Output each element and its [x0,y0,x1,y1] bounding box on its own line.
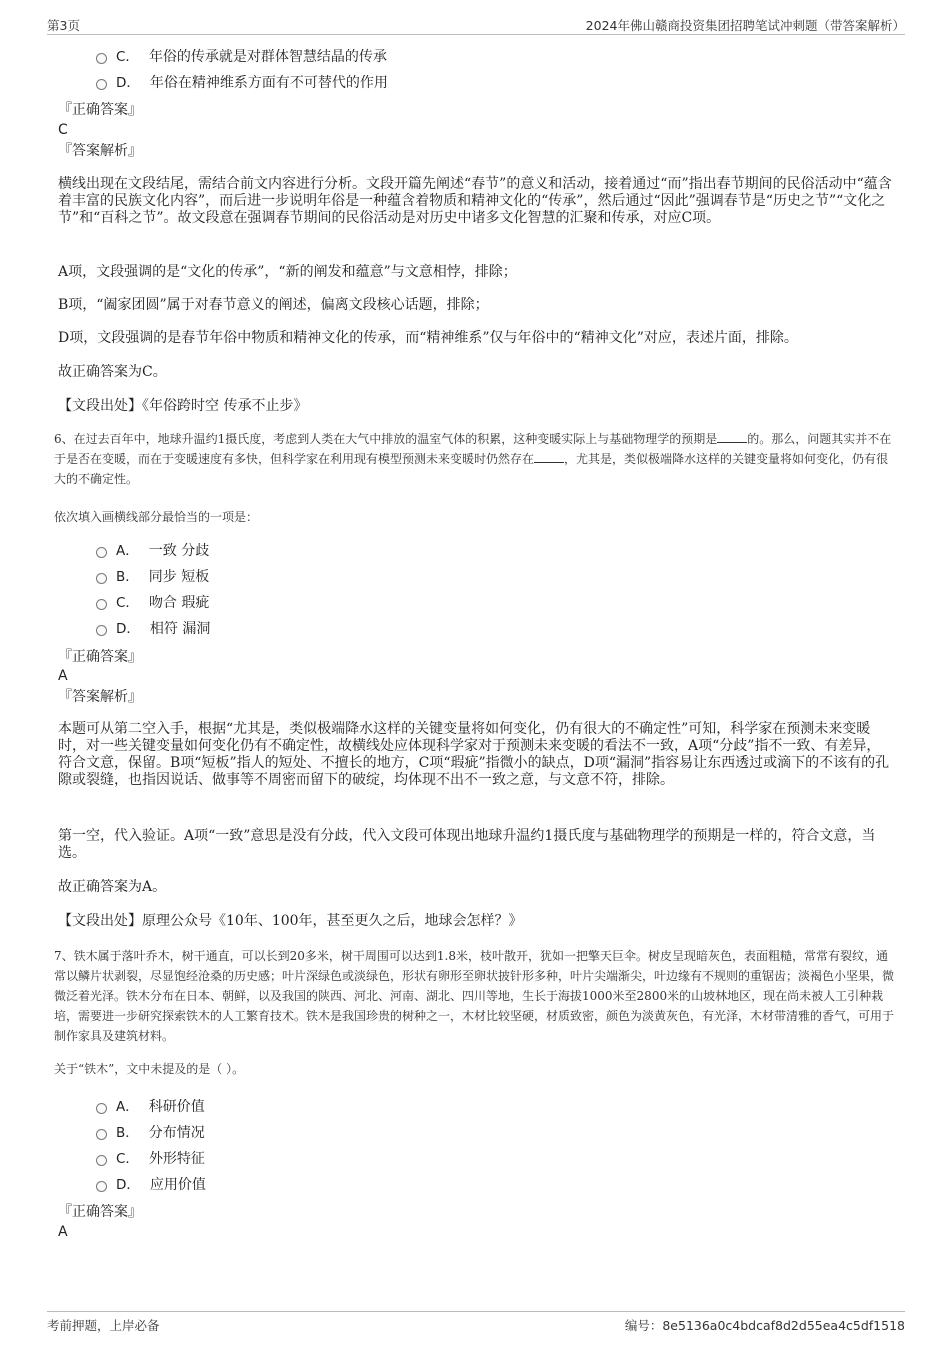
q6-prompt: 依次填入画横线部分最恰当的一项是： [54,510,259,524]
q5-option-c[interactable]: C． 年俗的传承就是对群体智慧结晶的传承 [96,48,387,66]
page-footer [47,1311,905,1336]
q6-option-d[interactable]: D． 相符 漏洞 [96,620,210,638]
q5-analysis-b: B项，“阖家团圆”属于对春节意义的阐述，偏离文段核心话题，排除； [58,297,489,313]
radio-icon[interactable] [96,1155,107,1166]
q7-answer-label: 『正确答案』 [58,1204,142,1220]
q6-analysis-main: 本题可从第二空入手，根据“尤其是，类似极端降水这样的关键变量将如何变化，仍有很大的不确定性”可知，科学家在预测未来变暖时，对一些关键变量如何变化仍有不确定性，故横线处应体现科学家对于预测未来变暖的看法不一致，A项“分歧”指不一致、有差异，符合文意，保留。B项“短板”指人的短处、不擅长的地方，C项“瑕疵”指微小的缺点，D项“漏洞”指容易让东西透过或滴下的不该有的孔隙或裂缝，也指因说话、做事等不周密而留下的破绽，均体现不出不一致之意，与文意不符，排除。 [58,721,890,788]
blank-line [534,450,564,463]
radio-icon[interactable] [96,1103,107,1114]
q6-option-b[interactable]: B． 同步 短板 [96,568,209,586]
q7-answer: A [58,1224,68,1240]
radio-icon[interactable] [96,599,107,610]
q5-analysis-main: 横线出现在文段结尾，需结合前文内容进行分析。文段开篇先阐述“春节”的意义和活动，接着通过“而”指出春节期间的民俗活动中“蕴含着丰富的民族文化内容”，而后进一步说明年俗是一种蕴含着物质和精神文化的“传承”，然后通过“因此”强调春节是“历史之节”“文化之节”和“百科之节”。故文段意在强调春节期间的民俗活动是对历史中诸多文化智慧的汇聚和传承，对应C项。 [58,176,892,226]
q6-option-a[interactable]: A． 一致 分歧 [96,542,209,560]
radio-icon[interactable] [96,573,107,584]
radio-icon[interactable] [96,1181,107,1192]
q6-stem: 6、在过去百年中，地球升温约1摄氏度，考虑到人类在大气中排放的温室气体的积累，这种变暖实际上与基础物理学的预期是 的。那么，问题其实并不在于是否在变暖，而在于变暖速度有多快，但科学家在利用现有模型预测未来变暖时仍然存在 ，尤其是，类似极端降水这样的关键变量将如何变化，仍有很大的不确定性。 [54,432,892,486]
q5-analysis-label: 『答案解析』 [58,143,142,159]
q6-source: 【文段出处】原理公众号《10年、100年，甚至更久之后，地球会怎样？》 [58,913,523,929]
q5-answer-label: 『正确答案』 [58,102,142,118]
document-code: 编号：8e5136a0c4bdcaf8d2d55ea4c5df1518 [624,1318,905,1333]
q7-prompt: 关于“铁木”，文中未提及的是（ ）。 [54,1062,245,1076]
q5-analysis-d: D项，文段强调的是春节年俗中物质和精神文化的传承，而“精神维系”仅与年俗中的“精神文化”对应，表述片面，排除。 [58,330,798,346]
q5-option-d[interactable]: D． 年俗在精神维系方面有不可替代的作用 [96,74,388,92]
radio-icon[interactable] [96,1129,107,1140]
q7-option-c[interactable]: C． 外形特征 [96,1150,205,1168]
q5-answer: C [58,122,68,138]
page-header [47,14,905,35]
blank-line [717,430,747,443]
q6-option-c[interactable]: C． 吻合 瑕疵 [96,594,209,612]
q5-source: 【文段出处】《年俗跨时空 传承不止步》 [58,398,308,414]
q7-option-d[interactable]: D． 应用价值 [96,1176,206,1194]
q6-answer-label: 『正确答案』 [58,649,142,665]
q7-option-a[interactable]: A． 科研价值 [96,1098,205,1116]
radio-icon[interactable] [96,79,107,90]
radio-icon[interactable] [96,547,107,558]
radio-icon[interactable] [96,53,107,64]
q7-stem: 7、铁木属于落叶乔木，树干通直，可以长到20多米，树干周围可以达到1.8米，枝叶散开，犹如一把擎天巨伞。树皮呈现暗灰色，表面粗糙，常常有裂纹，通常以鳞片状剥裂，尽显饱经沧桑的历史感；叶片深绿色或淡绿色，形状有卵形至卵状披针形多种，叶片尖端渐尖，叶边缘有不规则的重锯齿；淡褐色小坚果，微微泛着光泽。铁木分布在日本、朝鲜，以及我国的陕西、河北、河南、湖北、四川等地，生长于海拔1000米至2800米的山坡林地区，现在尚未被人工引种栽培，需要进一步研究探索铁木的人工繁育技术。铁木是我国珍贵的树种之一，木材比较坚硬，材质致密，颜色为淡黄灰色，有光泽，木材带清雅的香气，可用于制作家具及建筑材料。 [54,949,895,1043]
q5-analysis-a: A项，文段强调的是“文化的传承”，“新的阐发和蕴意”与文意相悖，排除； [58,264,517,280]
footer-slogan: 考前押题，上岸必备 [47,1318,160,1333]
q7-option-b[interactable]: B． 分布情况 [96,1124,205,1142]
radio-icon[interactable] [96,625,107,636]
q6-answer: A [58,668,68,684]
q5-conclusion: 故正确答案为C。 [58,364,167,380]
document-title: 2024年佛山赣商投资集团招聘笔试冲刺题（带答案解析） [585,18,905,33]
q6-analysis-first-blank: 第一空，代入验证。A项“一致”意思是没有分歧，代入文段可体现出地球升温约1摄氏度与基础物理学的预期是一样的，符合文意，当选。 [58,828,876,861]
q6-conclusion: 故正确答案为A。 [58,879,167,895]
q6-analysis-label: 『答案解析』 [58,689,142,705]
page-number: 第3页 [47,18,80,33]
